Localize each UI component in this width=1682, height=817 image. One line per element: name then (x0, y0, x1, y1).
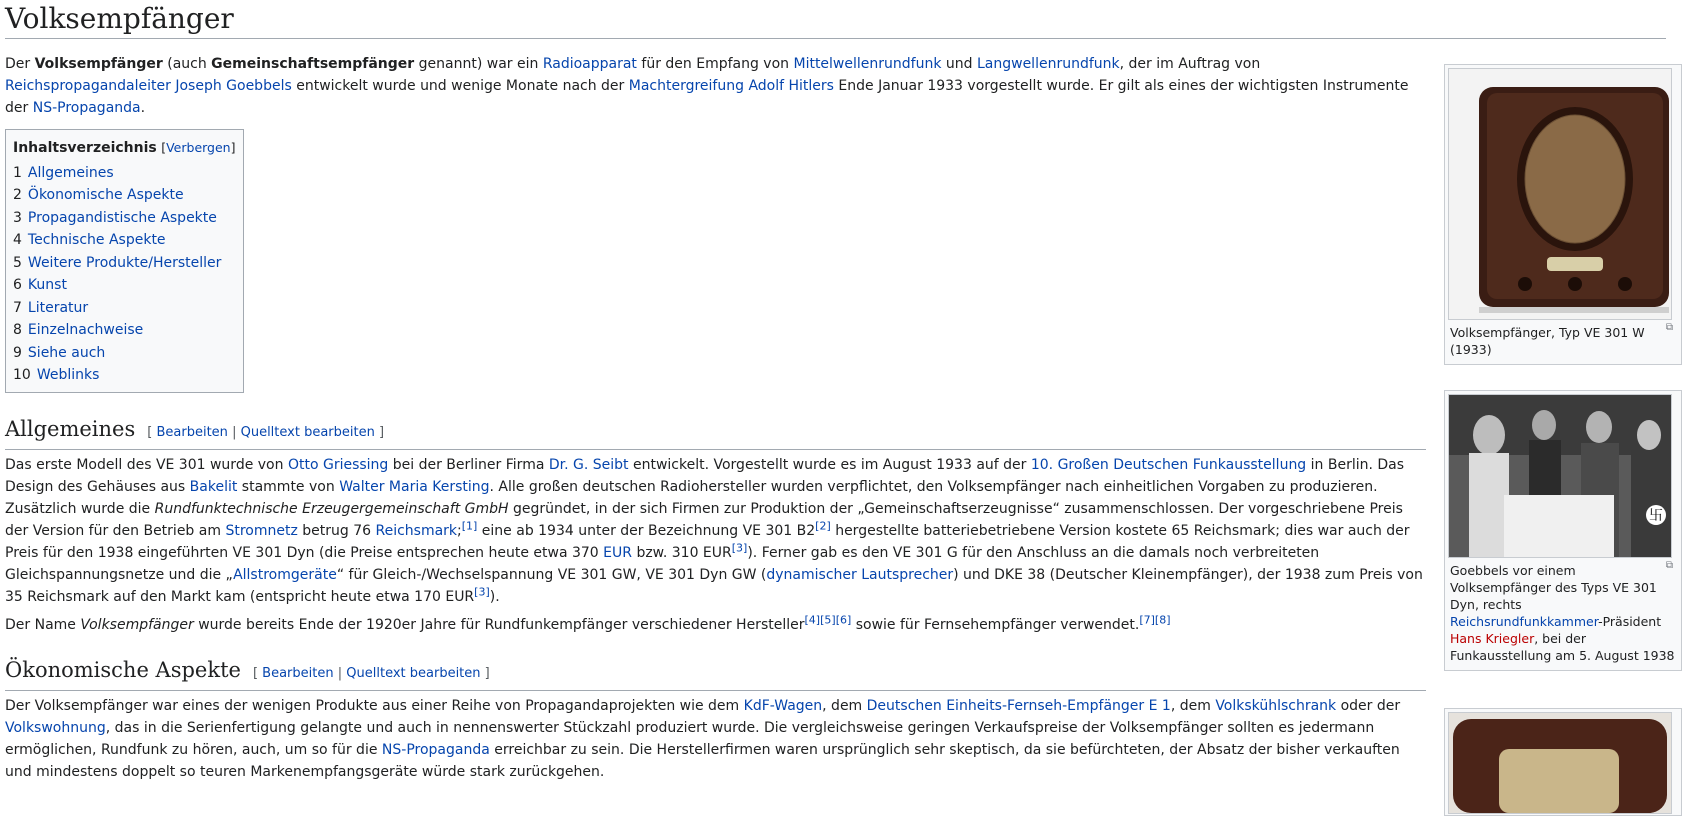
text: “ für Gleich-/Wechselspannung VE 301 GW, VE 301 Dyn GW ( (336, 566, 767, 583)
section-edit-links (147, 425, 384, 440)
text: Goebbels vor einem Volksempfänger des Typs VE 301 Dyn, rechts (1450, 563, 1657, 612)
toc-number: 8 (13, 322, 22, 338)
figure-radio-photo (1444, 64, 1682, 365)
text: in Berlin. Das Design des Gehäuses aus (5, 456, 1405, 495)
link-reichsrundfunkkammer[interactable]: Reichsrundfunkkammer (1450, 614, 1599, 629)
edit-source-button[interactable]: Quelltext bearbeiten (346, 665, 481, 681)
paragraph (5, 614, 1425, 636)
link-volkskuehlschrank[interactable]: Volkskühlschrank (1215, 697, 1337, 714)
toc-item[interactable] (13, 252, 236, 275)
paragraph (5, 695, 1425, 783)
text: sowie für Fernsehempfänger verwendet. (851, 616, 1140, 633)
reference-link[interactable]: [7] (1139, 612, 1155, 626)
table-of-contents (5, 129, 244, 393)
toc-item[interactable] (13, 364, 236, 387)
text: entwickelt wurde und wenige Monate nach der (291, 78, 629, 94)
link-dr-g-seibt[interactable]: Dr. G. Seibt (548, 456, 629, 473)
link-radioapparat[interactable]: Radioapparat (542, 56, 637, 72)
link-funkausstellung[interactable]: 10. Großen Deutschen Funkausstellung (1030, 456, 1307, 473)
link-machtergreifung[interactable]: Machtergreifung (628, 78, 744, 94)
toc-link-weitere-produkte[interactable]: Weitere Produkte/Hersteller (27, 254, 222, 271)
toc-number: 1 (13, 164, 22, 181)
link-mittelwellenrundfunk[interactable]: Mittelwellenrundfunk (793, 56, 942, 72)
bracket: ] (484, 665, 490, 681)
toc-list (13, 162, 236, 387)
bracket: [ (147, 424, 153, 440)
text: ). Ferner gab es den VE 301 G für den Anschluss an die damals noch verbreiteten Gleichspannungsnetze und die „ (5, 544, 1320, 583)
text: -Präsident (1598, 614, 1662, 629)
toc-number: 7 (13, 299, 22, 316)
toc-item[interactable] (13, 229, 236, 252)
text: betrug 76 (297, 522, 376, 539)
text: bei der Berliner Firma (388, 456, 549, 473)
text: . (140, 100, 146, 116)
link-langwellenrundfunk[interactable]: Langwellenrundfunk (976, 56, 1120, 72)
radio-photo-image[interactable] (1448, 68, 1672, 320)
photo-illustration (1449, 395, 1671, 557)
reference-link[interactable]: [3] (474, 584, 490, 598)
figure-third-photo (1444, 708, 1682, 816)
svg-text:卐: 卐 (1649, 508, 1663, 524)
reference-link[interactable]: [3] (731, 540, 748, 554)
toc-item[interactable] (13, 274, 236, 297)
italic-text: Rundfunktechnische Erzeugergemeinschaft GmbH (154, 500, 509, 517)
text: , bei der Funkausstellung am 5. August 1938 (1450, 631, 1675, 663)
reference-link[interactable]: [8] (1154, 612, 1171, 626)
link-walter-maria-kersting[interactable]: Walter Maria Kersting (339, 478, 490, 495)
toc-toggle: [Verbergen] (161, 140, 236, 155)
reference-link[interactable]: [6] (835, 612, 852, 626)
text: ) und DKE 38 (Deutscher Kleinempfänger), der 1938 zum Preis von 35 Reichsmark auf den Markt kam (entspricht heute etwa 170 EUR (5, 566, 1423, 605)
figure-caption (1448, 558, 1678, 667)
section-heading-allgemeines (5, 415, 1426, 450)
toc-link-einzelnachweise[interactable]: Einzelnachweise (27, 322, 144, 338)
separator: | (337, 665, 343, 681)
link-otto-griessing[interactable]: Otto Griessing (287, 456, 389, 473)
bold-term: Gemeinschaftsempfänger (211, 56, 415, 72)
text: und (941, 56, 977, 72)
section-title: Allgemeines (5, 416, 136, 441)
text: Ende Januar 1933 vorgestellt wurde. Er gilt als eines der wichtigsten Instrumente der (5, 78, 1409, 116)
page-title: Volksempfänger (5, 0, 1666, 39)
toc-number: 4 (13, 232, 22, 248)
goebbels-photo-image[interactable] (1448, 394, 1672, 558)
toc-item[interactable] (13, 342, 236, 365)
toc-link-propagandistische-aspekte[interactable]: Propagandistische Aspekte (27, 209, 217, 226)
reference-link[interactable]: [2] (815, 518, 831, 532)
link-allstromgeraete[interactable]: Allstromgeräte (233, 566, 337, 583)
edit-source-button[interactable]: Quelltext bearbeiten (240, 424, 375, 440)
toc-title: Inhaltsverzeichnis (13, 140, 157, 156)
text: Der Name (5, 616, 81, 633)
toc-number: 2 (13, 187, 22, 203)
separator: | (232, 424, 237, 440)
italic-text: Volksempfänger (80, 616, 194, 633)
toc-link-weblinks[interactable]: Weblinks (36, 367, 100, 383)
figure-caption: Volksempfänger, Typ VE 301 W (1933) (1450, 325, 1645, 357)
toc-item[interactable] (13, 184, 236, 207)
toc-hide-link[interactable]: Verbergen (166, 140, 231, 155)
text: , das in die Serienfertigung gelangte und auch in nennenswerter Stückzahl produziert wurde. Die vergleichsweise geringen Verkaufspreise der Volksempfänger sollten es jedermann ermöglichen, Rundfunk zu hören, auch, um so für die (5, 719, 1375, 758)
link-kdf-wagen[interactable]: KdF-Wagen (743, 697, 823, 714)
toc-link-siehe-auch[interactable]: Siehe auch (27, 344, 106, 361)
toc-item[interactable] (13, 207, 236, 230)
toc-link-technische-aspekte[interactable]: Technische Aspekte (27, 232, 166, 248)
photo-illustration (1449, 713, 1671, 813)
text: , dem (1170, 697, 1216, 714)
toc-number: 9 (13, 344, 22, 361)
link-hans-kriegler[interactable]: Hans Kriegler (1450, 631, 1535, 646)
toc-number: 6 (13, 277, 22, 293)
magnify-icon[interactable]: ⧉ (1665, 322, 1673, 333)
section-heading-oekonomische-aspekte (5, 656, 1426, 691)
article-body (5, 53, 1425, 789)
reference-link[interactable]: [5] (820, 612, 836, 626)
toc-link-literatur[interactable]: Literatur (27, 299, 89, 316)
link-dynamischer-lautsprecher[interactable]: dynamischer Lautsprecher (766, 566, 954, 583)
paragraph (5, 454, 1425, 608)
text: , der im Auftrag von (1119, 56, 1261, 72)
text: bzw. 310 EUR (632, 544, 732, 561)
reference-link[interactable]: [1] (461, 518, 478, 532)
text: erreichbar zu sein. Die Herstellerfirmen waren ursprünglich sehr skeptisch, da sie befürchteten, der Absatz der bisher verkauften und mindestens doppelt so teuren Markenempfangsgeräte würde stark zurückgehen. (5, 741, 1400, 780)
link-reichsmark[interactable]: Reichsmark (375, 522, 458, 539)
link-ns-propaganda[interactable]: NS-Propaganda (32, 100, 141, 116)
figure-goebbels-photo (1444, 390, 1682, 671)
toc-item[interactable] (13, 319, 236, 342)
text: ; (457, 522, 462, 539)
toc-link-oekonomische-aspekte[interactable]: Ökonomische Aspekte (27, 187, 184, 203)
toc-header (13, 137, 236, 160)
toc-number: 5 (13, 254, 22, 271)
toc-item[interactable] (13, 162, 236, 185)
text: stammte von (237, 478, 340, 495)
section-title: Ökonomische Aspekte (5, 657, 241, 682)
magnify-icon[interactable]: ⧉ (1665, 560, 1673, 571)
text: für den Empfang von (636, 56, 794, 72)
section-edit-links (253, 666, 490, 681)
edit-section-button[interactable]: Bearbeiten (156, 424, 228, 440)
toc-number: 3 (13, 209, 22, 226)
text: eine ab 1934 unter der Bezeichnung VE 301 B2 (477, 522, 816, 539)
link-bakelit[interactable]: Bakelit (189, 478, 238, 495)
bracket: ] (378, 424, 385, 440)
link-eur[interactable]: EUR (603, 544, 632, 561)
toc-item[interactable] (13, 297, 236, 320)
text: hergestellte batteriebetriebene Version kostete 65 Reichsmark; dies war auch der Preis für den 1938 eingeführten VE 301 Dyn (die Preise entsprechen heute etwa 370 (5, 522, 1410, 561)
text: entwickelt. Vorgestellt wurde es im August 1933 auf der (628, 456, 1031, 473)
radio-illustration (1449, 69, 1671, 319)
link-reichspropagandaleiter[interactable]: Reichspropagandaleiter (5, 78, 171, 94)
text: Das erste Modell des VE 301 wurde von (5, 456, 288, 473)
bracket: [ (252, 665, 259, 681)
text: wurde bereits Ende der 1920er Jahre für Rundfunkempfänger verschiedener Hersteller (193, 616, 805, 633)
text: oder der (1336, 697, 1401, 714)
toc-number: 10 (13, 367, 31, 383)
link-fernseh-empfaenger[interactable]: Deutschen Einheits-Fernseh-Empfänger E 1 (866, 697, 1171, 714)
third-photo-image[interactable] (1448, 712, 1672, 814)
toc-link-allgemeines[interactable]: Allgemeines (27, 164, 114, 181)
text: Der (5, 56, 35, 72)
link-ns-propaganda[interactable]: NS-Propaganda (381, 741, 490, 758)
text: . Alle großen deutschen Radiohersteller wurden verpflichtet, den Volksempfänger nach einheitlichen Vorgaben zu produzieren. Zusätzlich wurde die (5, 478, 1378, 517)
link-joseph-goebbels[interactable]: Joseph Goebbels (175, 78, 292, 94)
link-stromnetz[interactable]: Stromnetz (225, 522, 298, 539)
link-adolf-hitlers[interactable]: Adolf Hitlers (748, 78, 834, 94)
toc-link-kunst[interactable]: Kunst (27, 277, 67, 293)
text: , dem (822, 697, 867, 714)
reference-link[interactable]: [4] (804, 612, 821, 626)
bold-term: Volksempfänger (34, 56, 163, 72)
link-volkswohnung[interactable]: Volkswohnung (5, 719, 106, 736)
intro-paragraph (5, 53, 1425, 119)
edit-section-button[interactable]: Bearbeiten (262, 665, 334, 681)
text: (auch (162, 56, 212, 72)
text: genannt) war ein (414, 56, 543, 72)
text: Der Volksempfänger war eines der wenigen Produkte aus einer Reihe von Propagandaprojekten wie dem (5, 697, 744, 714)
text: gegründet, in der sich Firmen zur Produktion der „Gemeinschaftserzeugnisse“ zusammenschlossen. Der vorgeschriebene Preis der Version für den Betrieb am (5, 500, 1403, 539)
text: ). (489, 588, 500, 605)
